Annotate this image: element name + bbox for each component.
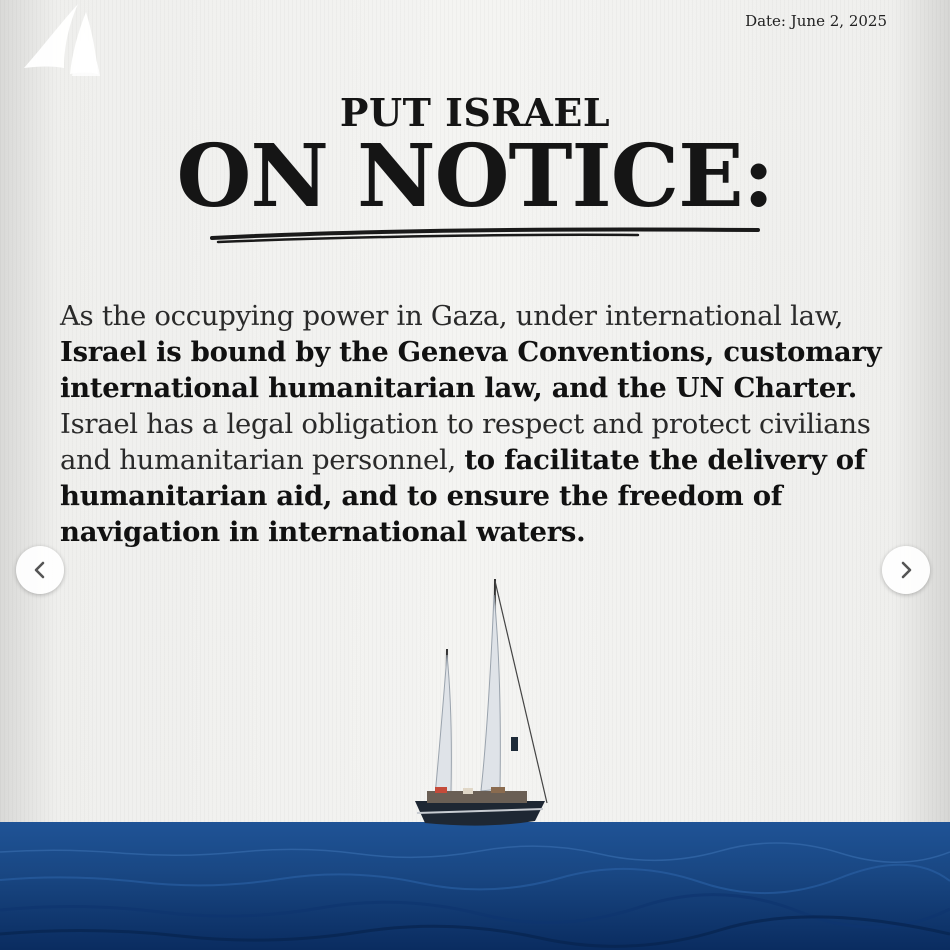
body-segment-4: to facilitate the delivery of humanitarian aid, and to ensure the freedom of navigation in international waters. bbox=[60, 444, 866, 548]
chevron-right-icon bbox=[895, 559, 917, 581]
carousel-prev-button[interactable] bbox=[16, 546, 64, 594]
brush-underline bbox=[208, 220, 763, 246]
body-segment-3: Israel has a legal obligation to respect and protect civilians and humanitarian personnel, bbox=[60, 408, 871, 476]
sailboat bbox=[405, 575, 555, 837]
carousel-next-button[interactable] bbox=[882, 546, 930, 594]
sail-logo-icon bbox=[20, 2, 102, 80]
body-segment-2: Israel is bound by the Geneva Conventions, customary international humanitarian law, and the UN Charter. bbox=[60, 336, 882, 404]
headline-main: ON NOTICE: bbox=[176, 126, 774, 227]
sea bbox=[0, 822, 950, 950]
body-segment-1: As the occupying power in Gaza, under international law, bbox=[60, 300, 844, 332]
chevron-left-icon bbox=[29, 559, 51, 581]
headline-top: PUT ISRAEL bbox=[339, 90, 611, 135]
post-date: Date: June 2, 2025 bbox=[745, 12, 887, 30]
body-paragraph bbox=[60, 298, 910, 550]
